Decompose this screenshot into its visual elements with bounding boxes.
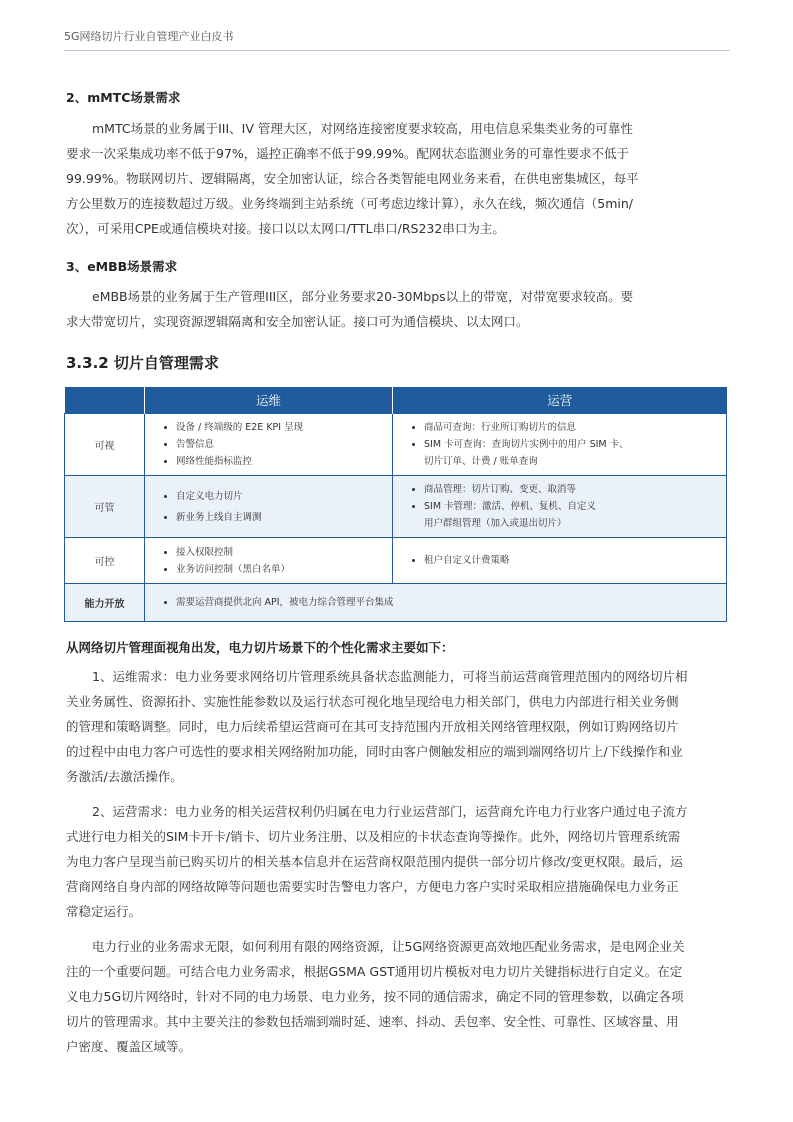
embb-paragraph: [66, 284, 688, 334]
mmtc-heading: 2、mMTC场景需求: [66, 90, 181, 105]
table-row: [65, 476, 727, 538]
para-line: 1、运维需求：电力业务要求网络切片管理系统具备状态监测能力，可将当前运营商管理范围内的网络切片相: [92, 669, 688, 684]
biz-cell: [393, 476, 727, 538]
running-header: 5G网络切片行业自管理产业白皮书: [64, 30, 234, 43]
table-header-row: [65, 387, 727, 414]
ops-cell: [145, 414, 393, 476]
mmtc-line: mMTC场景的业务属于III、IV 管理大区，对网络连接密度要求较高，用电信息采集类业务的可靠性: [92, 121, 633, 136]
embb-line: 求大带宽切片，实现资源逻辑隔离和安全加密认证。接口可为通信模块、以太网口。: [66, 314, 529, 329]
list-item: • SIM 卡管理：激活、停机、复机、自定义: [424, 498, 725, 515]
para-line: 常稳定运行。: [66, 904, 142, 919]
embb-heading: 3、eMBB场景需求: [66, 259, 178, 274]
biz-cell: [393, 538, 727, 584]
slice-management-table: [64, 387, 727, 622]
table-row: [65, 584, 727, 622]
row-label: 可管: [65, 476, 145, 538]
para-line: 注的一个重要问题。可结合电力业务需求，根据GSMA GST通用切片模板对电力切片关键指标进行自定义。在定: [66, 964, 683, 979]
ops-cell: [145, 538, 393, 584]
list-item: • 租户自定义计费策略: [424, 552, 725, 569]
para-line: 电力行业的业务需求无限，如何利用有限的网络资源，让5G网络资源更高效地匹配业务需求，是电网企业关: [92, 939, 685, 954]
closing-paragraph: [66, 934, 688, 1059]
row-label: 可视: [65, 414, 145, 476]
list-item: • 商品管理：切片订购、变更、取消等: [424, 481, 725, 498]
span-cell: [145, 584, 727, 622]
list-item: • 新业务上线自主调测: [176, 509, 391, 526]
embb-line: eMBB场景的业务属于生产管理III区，部分业务要求20-30Mbps以上的带宽，对带宽要求较高。要: [92, 289, 634, 304]
biz-needs-paragraph: [66, 799, 688, 924]
list-item: • 网络性能指标监控: [176, 453, 391, 470]
section-title: 3.3.2 切片自管理需求: [66, 354, 219, 372]
mmtc-line: 要求一次采集成功率不低于97%，遥控正确率不低于99.99%。配网状态监测业务的可靠性要求不低于: [66, 146, 629, 161]
list-item: • SIM 卡可查询：查询切片实例中的用户 SIM 卡、: [424, 436, 725, 453]
mmtc-line: 99.99%。物联网切片、逻辑隔离，安全加密认证，综合各类智能电网业务来看，在供电密集城区，每平: [66, 171, 639, 186]
para-line: 切片的管理需求。其中主要关注的参数包括端到端时延、速率、抖动、丢包率、安全性、可靠性、区域容量、用: [66, 1014, 679, 1029]
table-row: [65, 538, 727, 584]
table-row: [65, 414, 727, 476]
list-item: • 告警信息: [176, 436, 391, 453]
para-line: 的过程中由电力客户可选性的要求相关网络附加功能，同时由客户侧触发相应的端到端网络切片上/下线操作和业: [66, 744, 683, 759]
col-header-ops: 运维: [145, 387, 393, 414]
para-line: 的管理和策略调整。同时，电力后续希望运营商可在其可支持范围内开放相关网络管理权限，例如订购网络切片: [66, 719, 679, 734]
para-line: 关业务属性、资源拓扑、实施性能参数以及运行状态可视化地呈现给电力相关部门，供电力内部进行相关业务侧: [66, 694, 679, 709]
mmtc-paragraph: [66, 116, 688, 241]
para-line: 营商网络自身内部的网络故障等问题也需要实时告警电力客户，方便电力客户实时采取相应措施确保电力业务正: [66, 879, 679, 894]
list-item: • 接入权限控制: [176, 544, 391, 561]
list-item: • 业务访问控制（黑白名单）: [176, 561, 391, 578]
para-line: 2、运营需求：电力业务的相关运营权利仍归属在电力行业运营部门，运营商允许电力行业客户通过电子流方: [92, 804, 688, 819]
list-item: • 商品可查询：行业所订购切片的信息: [424, 419, 725, 436]
summary-lead: 从网络切片管理面视角出发，电力切片场景下的个性化需求主要如下：: [66, 640, 454, 655]
para-line: 为电力客户呈现当前已购买切片的相关基本信息并在运营商权限范围内提供一部分切片修改/变更权限。最后，运: [66, 854, 683, 869]
list-item: • 设备 / 终端级的 E2E KPI 呈现: [176, 419, 391, 436]
row-label: 能力开放: [65, 584, 145, 622]
list-item-continuation: 切片订单、计费 / 账单查询: [424, 456, 538, 467]
ops-cell: [145, 476, 393, 538]
para-line: 户密度、覆盖区域等。: [66, 1039, 192, 1054]
mmtc-line: 方公里数万的连接数超过万级。业务终端到主站系统（可考虑边缘计算），永久在线，频次通信（5min/: [66, 196, 633, 211]
header-divider: [64, 50, 730, 51]
para-line: 义电力5G切片网络时，针对不同的电力场景、电力业务，按不同的通信需求，确定不同的管理参数，以确定各项: [66, 989, 684, 1004]
mmtc-line: 次），可采用CPE或通信模块对接。接口以以太网口/TTL串口/RS232串口为主。: [66, 221, 505, 236]
ops-needs-paragraph: [66, 664, 688, 789]
col-header-biz: 运营: [393, 387, 727, 414]
row-label: 可控: [65, 538, 145, 584]
list-item: • 自定义电力切片: [176, 488, 391, 505]
para-line: 式进行电力相关的SIM卡开卡/销卡、切片业务注册、以及相应的卡状态查询等操作。此外，网络切片管理系统需: [66, 829, 681, 844]
biz-cell: [393, 414, 727, 476]
list-item: • 需要运营商提供北向 API，被电力综合管理平台集成: [176, 594, 725, 611]
list-item-continuation: 用户群组管理（加入或退出切片）: [424, 518, 567, 529]
para-line: 务激活/去激活操作。: [66, 769, 183, 784]
corner-cell: [65, 387, 145, 414]
